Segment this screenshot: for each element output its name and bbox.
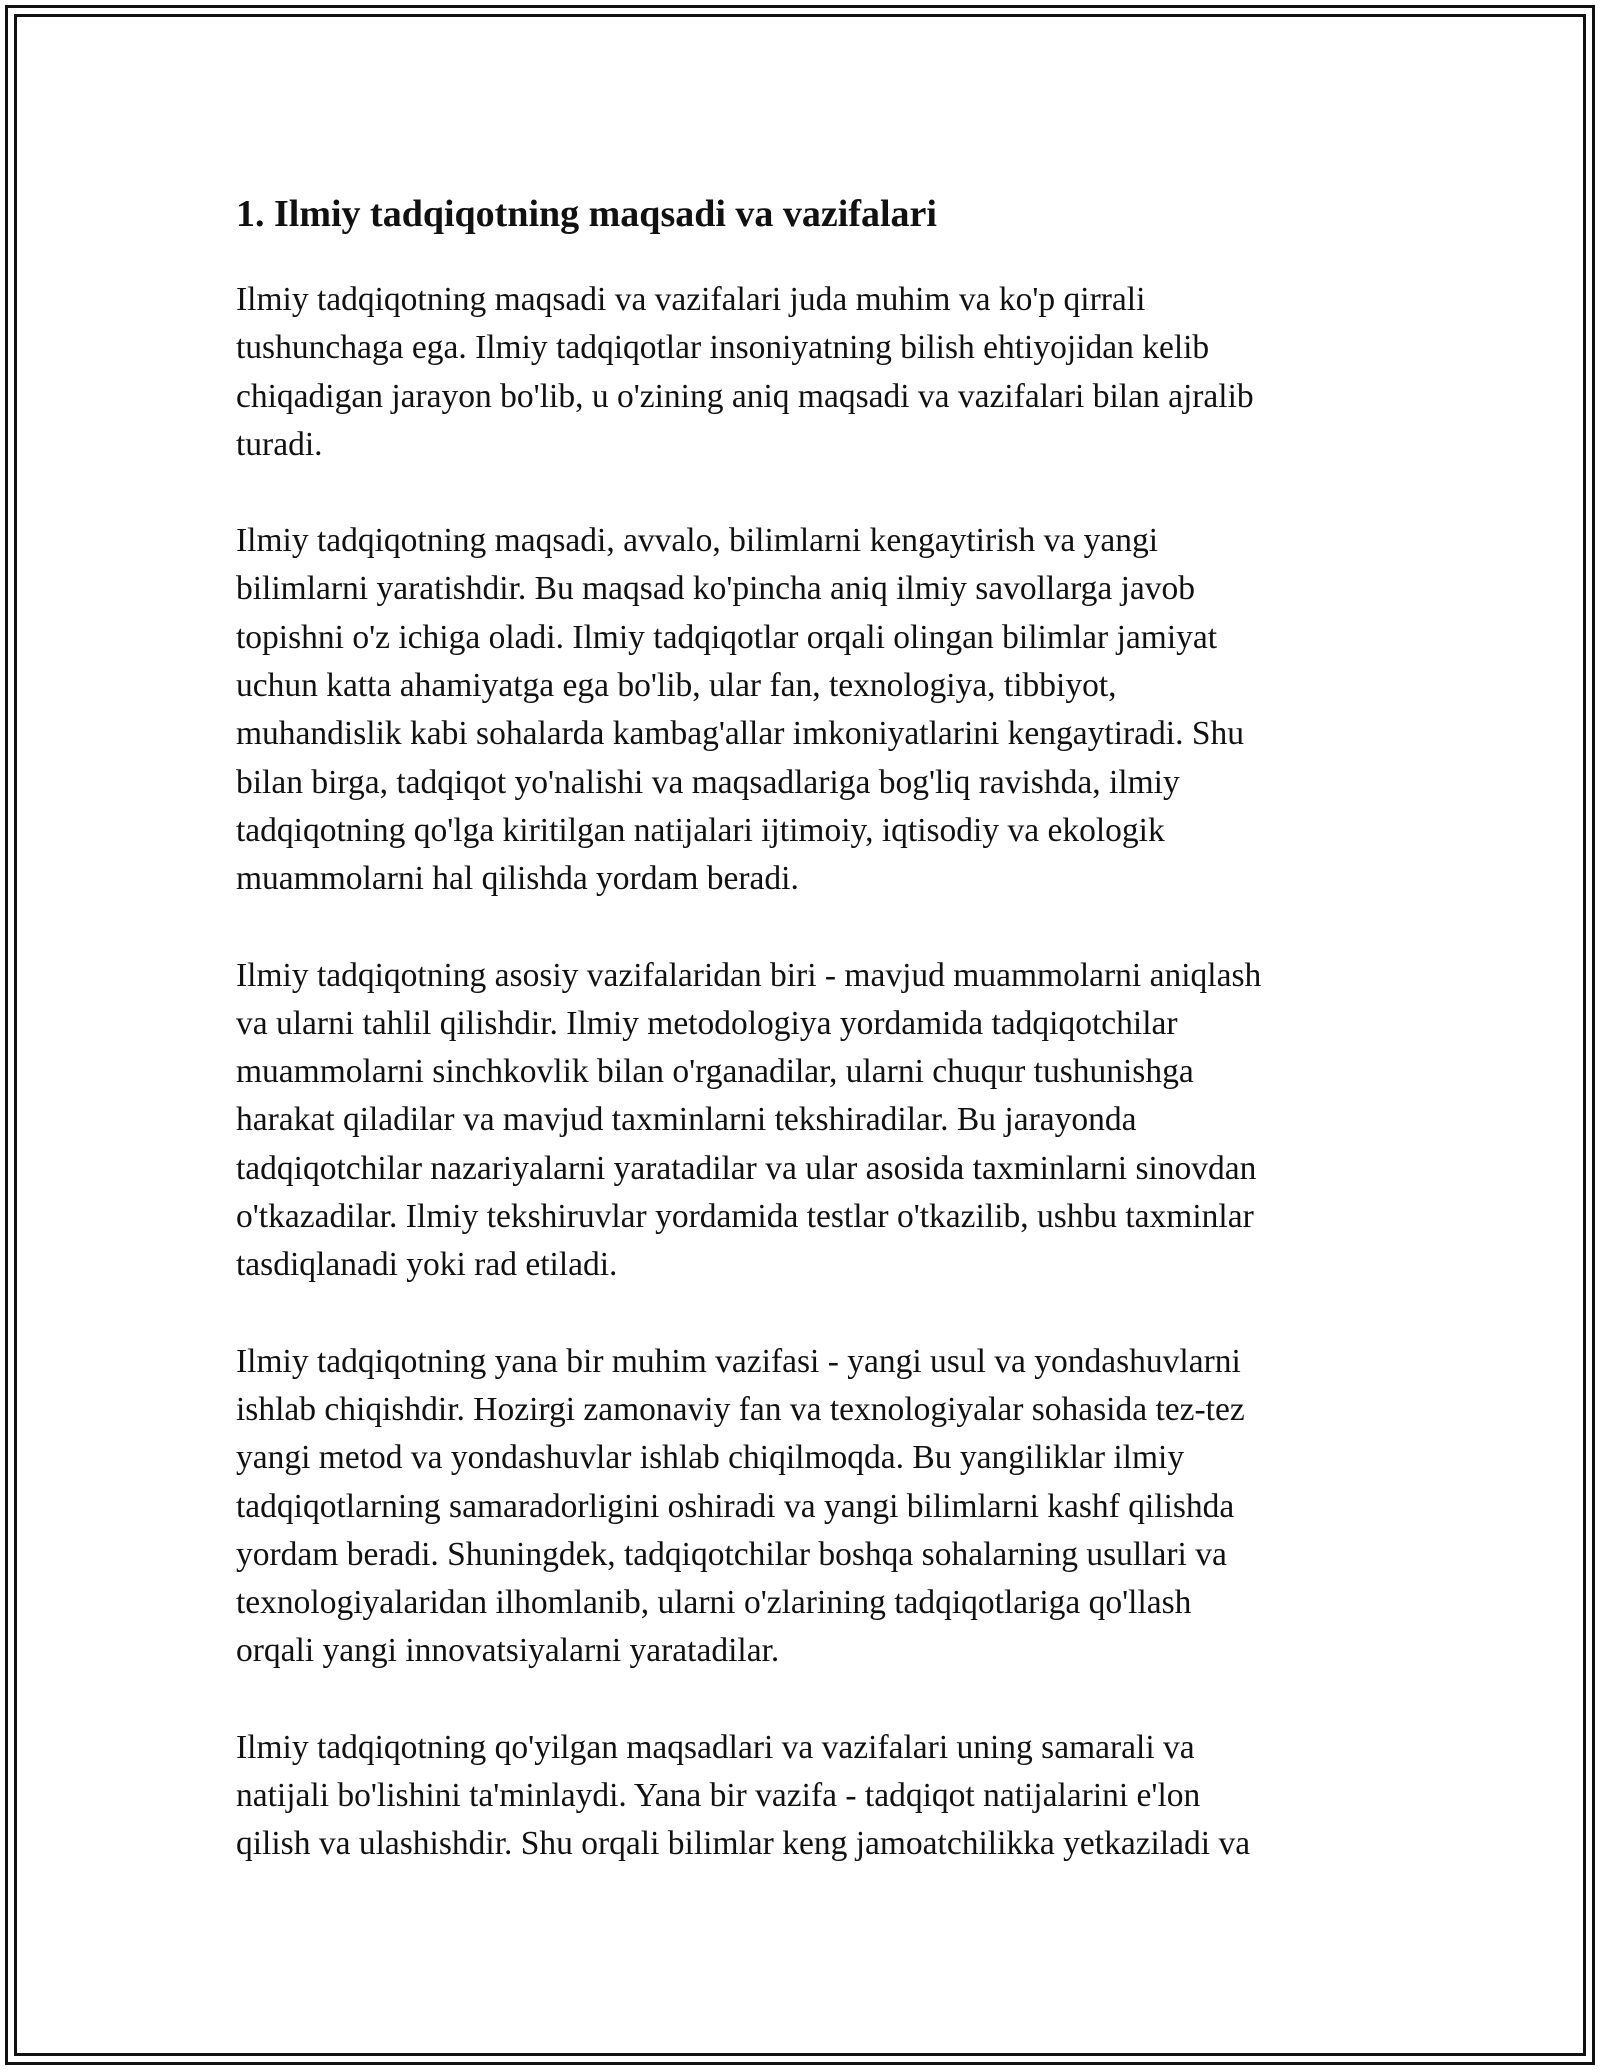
paragraph [236,517,1386,903]
text-line: topishni o'z ichiga oladi. Ilmiy tadqiqotlar orqali olingan bilimlar jamiyat [236,618,1218,656]
paragraph [236,1724,1386,1869]
paragraph [236,952,1386,1290]
text-line: bilimlarni yaratishdir. Bu maqsad ko'pincha aniq ilmiy savollarga javob [236,570,1196,608]
paragraph-list [236,276,1386,1869]
text-line: muammolarni hal qilishda yordam beradi. [236,860,799,898]
text-line: tadqiqotchilar nazariyalarni yaratadilar va ular asosida taxminlarni sinovdan [236,1149,1257,1187]
text-line: yangi metod va yondashuvlar ishlab chiqilmoqda. Bu yangiliklar ilmiy [236,1439,1185,1477]
text-line: uchun katta ahamiyatga ega bo'lib, ular fan, texnologiya, tibbiyot, [236,667,1117,705]
text-line: Ilmiy tadqiqotning maqsadi, avvalo, bilimlarni kengaytirish va yangi [236,522,1159,560]
paragraph [236,276,1386,469]
text-line: ishlab chiqishdir. Hozirgi zamonaviy fan va texnologiyalar sohasida tez-tez [236,1390,1245,1428]
text-line: Ilmiy tadqiqotning qo'yilgan maqsadlari va vazifalari uning samarali va [236,1728,1195,1766]
text-line: Ilmiy tadqiqotning maqsadi va vazifalari juda muhim va ko'p qirrali [236,281,1146,318]
text-line: tasdiqlanadi yoki rad etiladi. [236,1246,618,1284]
text-line: tushunchaga ega. Ilmiy tadqiqotlar insoniyatning bilish ehtiyojidan kelib [236,329,1210,367]
text-line: natijali bo'lishini ta'minlaydi. Yana bir vazifa - tadqiqot natijalarini e'lon [236,1777,1201,1815]
text-line: orqali yangi innovatsiyalarni yaratadilar. [236,1632,780,1670]
text-line: o'tkazadilar. Ilmiy tekshiruvlar yordamida testlar o'tkazilib, ushbu taxminlar [236,1198,1254,1236]
text-line: chiqadigan jarayon bo'lib, u o'zining aniq maqsadi va vazifalari bilan ajralib [236,377,1254,415]
paragraph [236,1338,1386,1676]
text-line: va ularni tahlil qilishdir. Ilmiy metodologiya yordamida tadqiqotchilar [236,1004,1178,1042]
text-line: texnologiyalaridan ilhomlanib, ularni o'zlarining tadqiqotlariga qo'llash [236,1584,1192,1622]
text-line: muammolarni sinchkovlik bilan o'rganadilar, ularni chuqur tushunishga [236,1053,1194,1091]
text-line: Ilmiy tadqiqotning yana bir muhim vazifasi - yangi usul va yondashuvlarni [236,1342,1241,1380]
text-line: Ilmiy tadqiqotning asosiy vazifalaridan biri - mavjud muammolarni aniqlash [236,956,1262,994]
section-heading: 1. Ilmiy tadqiqotning maqsadi va vazifalari [236,193,937,235]
text-line: muhandislik kabi sohalarda kambag'allar imkoniyatlarini kengaytiradi. Shu [236,715,1244,753]
text-line: turadi. [236,425,323,463]
document-body [236,186,1386,1917]
text-line: tadqiqotning qo'lga kiritilgan natijalari ijtimoiy, iqtisodiy va ekologik [236,811,1165,849]
text-line: harakat qiladilar va mavjud taxminlarni tekshiradilar. Bu jarayonda [236,1101,1137,1139]
text-line: tadqiqotlarning samaradorligini oshiradi va yangi bilimlarni kashf qilishda [236,1487,1235,1525]
text-line: bilan birga, tadqiqot yo'nalishi va maqsadlariga bog'liq ravishda, ilmiy [236,763,1180,801]
text-line: yordam beradi. Shuningdek, tadqiqotchilar boshqa sohalarning usullari va [236,1535,1227,1573]
text-line: qilish va ulashishdir. Shu orqali bilimlar keng jamoatchilikka yetkaziladi va [236,1825,1251,1863]
